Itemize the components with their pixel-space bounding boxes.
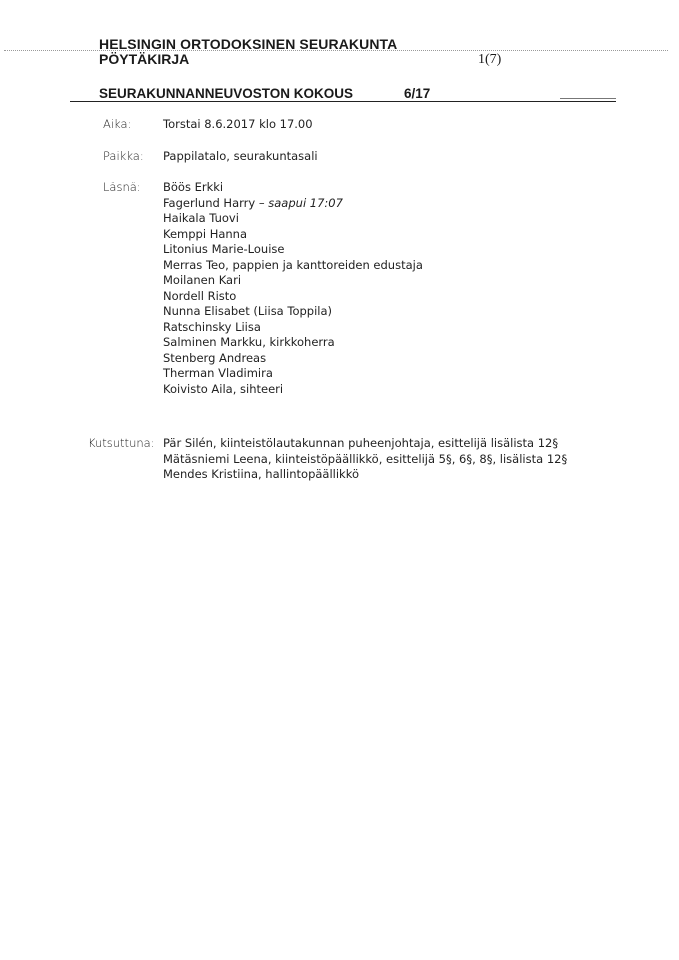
attendee-row	[163, 304, 332, 319]
attendee-name: Koivisto Aila, sihteeri	[163, 381, 284, 396]
attendee-row	[163, 258, 423, 273]
attendee-row	[163, 320, 261, 335]
attendee-row	[163, 211, 239, 226]
attendee-name: Merras Teo, pappien ja kanttoreiden edustaja	[163, 257, 423, 272]
attendee-note: saapui 17:07	[268, 195, 343, 210]
attendee-name: Salminen Markku, kirkkoherra	[163, 335, 335, 349]
invited-row: Pär Silén, kiinteistölautakunnan puheenjohtaja, esittelijä lisälista 12§	[163, 436, 559, 450]
attendee-name: Kemppi Hanna	[163, 226, 248, 241]
attendee-row	[163, 351, 266, 366]
time-value: Torstai 8.6.2017 klo 17.00	[163, 117, 313, 131]
attendee-row	[163, 180, 223, 195]
header-rule-accent	[560, 98, 616, 99]
attendee-row	[163, 289, 236, 304]
meeting-title: SEURAKUNNANNEUVOSTON KOKOUS	[99, 86, 354, 101]
attendance-label: Läsnä:	[103, 180, 141, 194]
attendee-row	[163, 335, 335, 350]
page-number: 1(7)	[478, 52, 502, 67]
attendee-name: Litonius Marie-Louise	[163, 242, 285, 256]
place-label: Paikka:	[103, 149, 144, 163]
document-type: PÖYTÄKIRJA	[99, 51, 190, 67]
attendee-row	[163, 366, 273, 381]
meeting-number: 6/17	[404, 86, 431, 101]
attendee-row	[163, 196, 343, 211]
invited-label: Kutsuttuna:	[88, 436, 155, 450]
attendee-name: Therman Vladimira	[163, 366, 273, 380]
attendee-name: Ratschinsky Liisa	[163, 319, 261, 334]
place-value: Pappilatalo, seurakuntasali	[163, 149, 318, 163]
invited-row: Mätäsniemi Leena, kiinteistöpäällikkö, esittelijä 5§, 6§, 8§, lisälista 12§	[163, 451, 568, 466]
time-label: Aika:	[103, 117, 132, 131]
attendee-row	[163, 227, 247, 242]
attendee-name: Nunna Elisabet (Liisa Toppila)	[163, 304, 333, 318]
attendee-name: Moilanen Kari	[163, 273, 242, 287]
invited-row: Mendes Kristiina, hallintopäällikkö	[163, 467, 359, 481]
attendee-name: Stenberg Andreas	[163, 350, 267, 365]
attendee-name: Nordell Risto	[163, 288, 237, 303]
attendee-row	[163, 382, 283, 397]
organization-name: HELSINGIN ORTODOKSINEN SEURAKUNTA	[99, 36, 398, 52]
header-rule	[70, 101, 616, 102]
attendee-name: Böös Erkki	[163, 180, 224, 194]
attendee-name: Haikala Tuovi	[163, 211, 239, 225]
attendee-row	[163, 242, 284, 257]
attendee-name: Fagerlund Harry –	[163, 195, 269, 210]
attendee-row	[163, 273, 241, 288]
